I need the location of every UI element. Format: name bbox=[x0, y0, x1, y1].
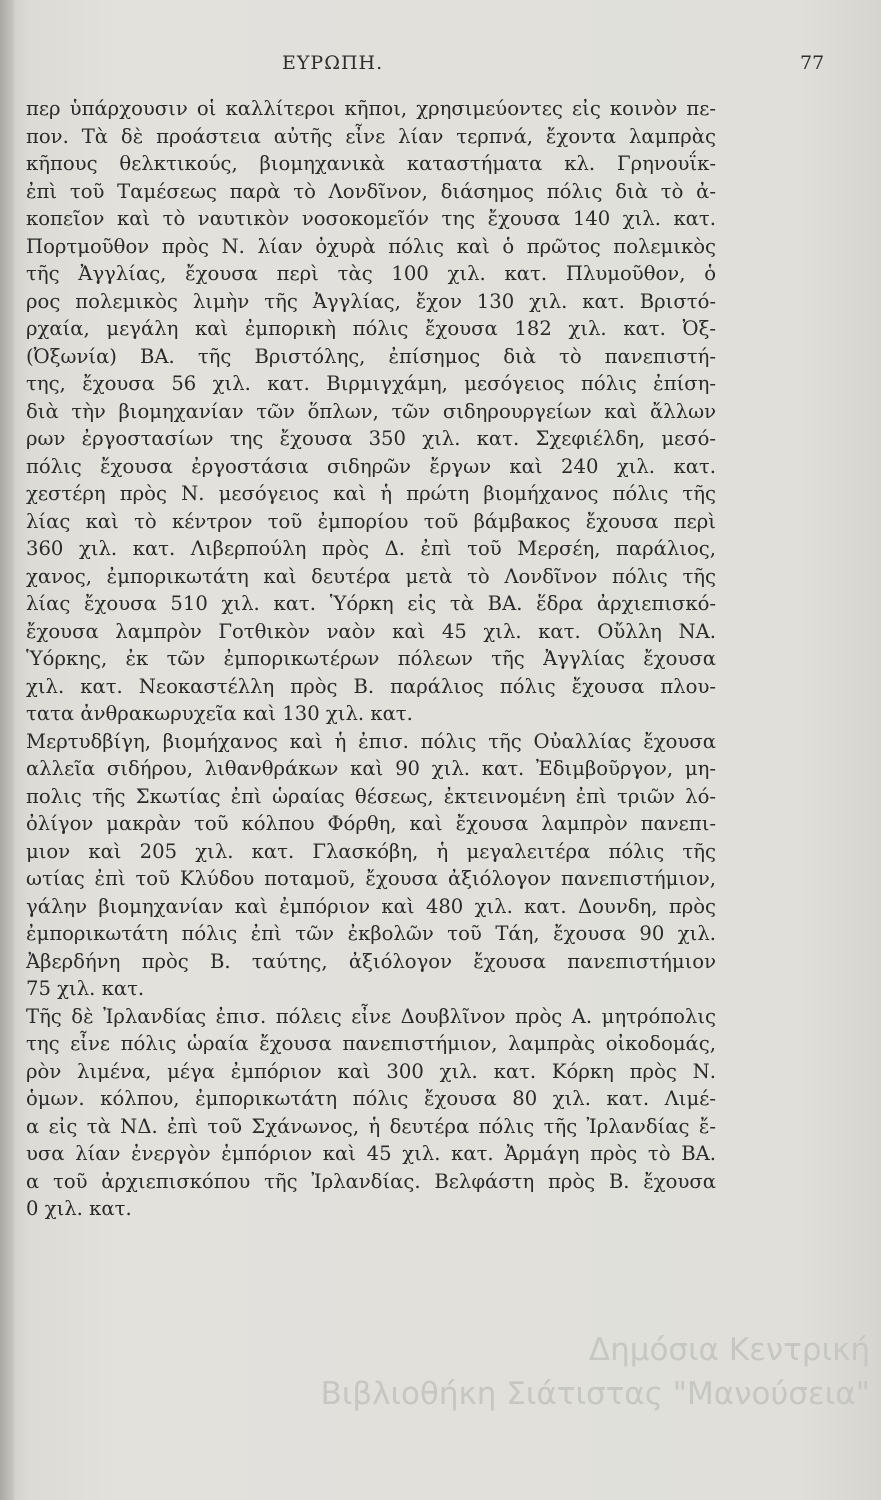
text-line: α εἰς τὰ ΝΔ. ἐπὶ τοῦ Σχάνωνος, ἡ δευτέρα πόλις τῆς Ἰρλανδίας ἔ- bbox=[26, 1114, 716, 1138]
text-line: Ἀβερδήνη πρὸς Β. ταύτης, ἀξιόλογον ἔχουσα πανεπιστήμιον bbox=[26, 949, 716, 973]
text-line: υσα λίαν ἐνεργὸν ἐμπόριον καὶ 45 χιλ. κατ. Ἀρμάγη πρὸς τὸ ΒΑ. bbox=[26, 1142, 716, 1165]
text-line: αλλεῖα σιδήρου, λιθανθράκων καὶ 90 χιλ. κατ. Ἐδιμβοῦργον, μη- bbox=[26, 757, 716, 780]
text-line: α τοῦ ἀρχιεπισκόπου τῆς Ἰρλανδίας. Βελφάστη πρὸς Β. ἔχουσα bbox=[26, 1169, 716, 1193]
text-line: πολις τῆς Σκωτίας ἐπὶ ὡραίας θέσεως, ἐκτεινομένη ἐπὶ τριῶν λό- bbox=[26, 784, 716, 808]
text-line: χεστέρη πρὸς Ν. μεσόγειος καὶ ἡ πρώτη βιομήχανος πόλις τῆς bbox=[26, 482, 716, 505]
text-line: 360 χιλ. κατ. Λιβερπούλη πρὸς Δ. ἐπὶ τοῦ Μερσέη, παράλιος, bbox=[26, 537, 716, 560]
text-line: μιον καὶ 205 χιλ. κατ. Γλασκόβη, ἡ μεγαλειτέρα πόλις τῆς bbox=[26, 839, 716, 863]
text-line: λίας καὶ τὸ κέντρον τοῦ ἐμπορίου τοῦ βάμβακος ἔχουσα περὶ bbox=[26, 509, 716, 533]
text-line: χιλ. κατ. Νεοκαστέλλη πρὸς Β. παράλιος πόλις ἔχουσα πλου- bbox=[26, 674, 716, 698]
text-line: 0 χιλ. κατ. bbox=[26, 1197, 132, 1220]
text-line: πον. Τὰ δὲ προάστεια αὐτῆς εἶνε λίαν τερπνά, ἔχοντα λαμπρὰς bbox=[26, 124, 716, 148]
page-number: 77 bbox=[800, 52, 825, 74]
text-line: ρχαία, μεγάλη καὶ ἐμπορικὴ πόλις ἔχουσα 182 χιλ. κατ. Ὀξ- bbox=[26, 317, 716, 340]
text-line: ἔχουσα λαμπρὸν Γοτθικὸν ναὸν καὶ 45 χιλ. κατ. Οὔλλη ΝΑ. bbox=[26, 619, 716, 643]
text-line: ἐμπορικωτάτη πόλις ἐπὶ τῶν ἐκβολῶν τοῦ Τάη, ἔχουσα 90 χιλ. bbox=[26, 922, 716, 945]
watermark-line-1: Δημόσια Κεντρική bbox=[588, 1332, 870, 1368]
text-line: της, ἔχουσα 56 χιλ. κατ. Βιρμιγχάμη, μεσόγειος πόλις ἐπίση- bbox=[26, 372, 716, 395]
text-line: κῆπους θελκτικούς, βιομηχανικὰ καταστήματα κλ. Γρηνουΐκ- bbox=[26, 152, 716, 175]
text-line: Μερτυδβίγη, βιομήχανος καὶ ἡ ἐπισ. πόλις τῆς Οὐαλλίας ἔχουσα bbox=[26, 729, 716, 753]
text-line: τῆς Ἀγγλίας, ἔχουσα περὶ τὰς 100 χιλ. κατ. Πλυμοῦθον, ὁ bbox=[26, 262, 716, 285]
text-line: ρος πολεμικὸς λιμὴν τῆς Ἀγγλίας, ἔχον 130 χιλ. κατ. Βριστό- bbox=[26, 289, 716, 313]
running-title: ΕΥΡΩΠΗ. bbox=[282, 52, 384, 74]
text-line: περ ὑπάρχουσιν οἱ καλλίτεροι κῆποι, χρησιμεύοντες εἰς κοινὸν πε- bbox=[26, 97, 716, 120]
text-line: ὀλίγον μακρὰν τοῦ κόλπου Φόρθη, καὶ ἔχουσα λαμπρὸν πανεπι- bbox=[26, 812, 716, 835]
text-line: λίας ἔχουσα 510 χιλ. κατ. Ὑόρκη εἰς τὰ ΒΑ. ἕδρα ἀρχιεπισκό- bbox=[26, 592, 716, 615]
text-line: χανος, ἐμπορικωτάτη καὶ δευτέρα μετὰ τὸ Λονδῖνον πόλις τῆς bbox=[26, 564, 716, 588]
text-line: ἐπὶ τοῦ Ταμέσεως παρὰ τὸ Λονδῖνον, διάσημος πόλις διὰ τὸ ἀ- bbox=[26, 179, 716, 203]
text-line: γάλην βιομηχανίαν καὶ ἐμπόριον καὶ 480 χιλ. κατ. Δουνδη, πρὸς bbox=[26, 894, 716, 918]
binding-gutter bbox=[0, 0, 14, 1500]
body-text bbox=[26, 95, 716, 1223]
text-line: πόλις ἔχουσα ἐργοστάσια σιδηρῶν ἔργων καὶ 240 χιλ. κατ. bbox=[26, 454, 716, 478]
text-line: Ὑόρκης, ἐκ τῶν ἐμπορικωτέρων πόλεων τῆς Ἀγγλίας ἔχουσα bbox=[26, 647, 716, 670]
text-line: της εἶνε πόλις ὡραία ἔχουσα πανεπιστήμιον, λαμπρὰς οἰκοδομάς, bbox=[26, 1032, 716, 1055]
watermark-line-2: Βιβλιοθήκη Σιάτιστας "Μανούσεια" bbox=[320, 1376, 870, 1412]
text-line: κοπεῖον καὶ τὸ ναυτικὸν νοσοκομεῖόν της ἔχουσα 140 χιλ. κατ. bbox=[26, 207, 716, 230]
text-line: τατα ἀνθρακωρυχεῖα καὶ 130 χιλ. κατ. bbox=[26, 702, 413, 725]
page-header bbox=[0, 52, 881, 86]
text-line: Τῆς δὲ Ἰρλανδίας ἐπισ. πόλεις εἶνε Δουβλῖνον πρὸς Α. μητρόπολις bbox=[26, 1004, 716, 1028]
text-line: διὰ τὴν βιομηχανίαν τῶν ὅπλων, τῶν σιδηρουργείων καὶ ἄλλων bbox=[26, 399, 716, 423]
text-line: ωτίας ἐπὶ τοῦ Κλύδου ποταμοῦ, ἔχουσα ἀξιόλογον πανεπιστήμιον, bbox=[26, 867, 716, 890]
text-line: ρὸν λιμένα, μέγα ἐμπόριον καὶ 300 χιλ. κατ. Κόρκη πρὸς Ν. bbox=[26, 1059, 716, 1083]
text-line: ὁμων. κόλπου, ἐμπορικωτάτη πόλις ἔχουσα 80 χιλ. κατ. Λιμέ- bbox=[26, 1087, 716, 1110]
library-watermark bbox=[180, 1328, 870, 1416]
text-line: 75 χιλ. κατ. bbox=[26, 977, 145, 1000]
text-line: (Ὀξωνία) ΒΑ. τῆς Βριστόλης, ἐπίσημος διὰ τὸ πανεπιστή- bbox=[26, 344, 716, 368]
text-line: Πορτμοῦθον πρὸς Ν. λίαν ὀχυρὰ πόλις καὶ ὁ πρῶτος πολεμικὸς bbox=[26, 234, 716, 258]
text-line: ρων ἐργοστασίων της ἔχουσα 350 χιλ. κατ. Σχεφιέλδη, μεσό- bbox=[26, 427, 716, 450]
